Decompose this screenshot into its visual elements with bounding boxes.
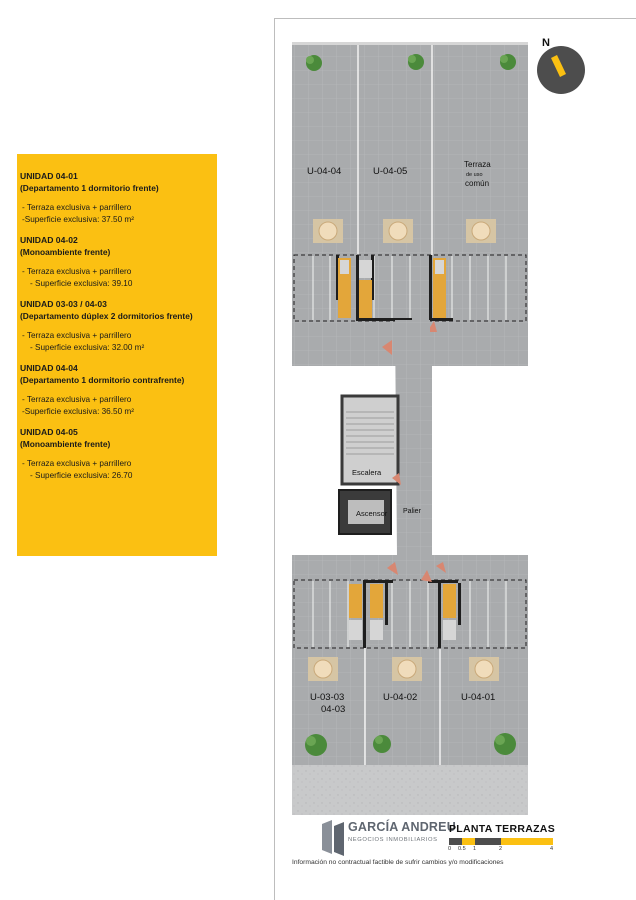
scale-tick-label: 1 [473, 846, 477, 852]
table-set [313, 219, 343, 243]
unit-feature: - Terraza exclusiva + parrillero [22, 395, 132, 404]
scale-tick-label: 4 [550, 846, 554, 852]
scale-tick-label: 0 [448, 846, 452, 852]
parapet [292, 42, 528, 45]
unit-title: UNIDAD 04-01 [20, 171, 78, 181]
label-palier: Palier [403, 508, 421, 515]
label-u-03-03: U-03-03 [310, 692, 345, 703]
label-u-04-04: U-04-04 [307, 166, 342, 177]
scale-tick-label: 0.5 [458, 846, 466, 852]
unit-subtitle: (Monoambiente frente) [20, 247, 111, 257]
bottom-table-sets [308, 657, 499, 681]
label-comun: común [465, 179, 490, 188]
label-u-04-02: U-04-02 [383, 692, 418, 703]
unit-surface: -Superficie exclusiva: 36.50 m² [22, 406, 134, 416]
label-terraza: Terraza [464, 160, 491, 169]
table-set [466, 219, 496, 243]
unit-subtitle: (Monoambiente frente) [20, 439, 111, 449]
scale-bar [449, 838, 553, 845]
brand-tagline: NEGOCIOS INMOBILIARIOS [348, 837, 438, 843]
unit-subtitle: (Departamento 1 dormitorio contrafrente) [20, 375, 185, 385]
unit-title: UNIDAD 04-04 [20, 363, 78, 373]
unit-title: UNIDAD 04-05 [20, 427, 78, 437]
unit-feature: - Terraza exclusiva + parrillero [22, 203, 132, 212]
front-garden [292, 765, 528, 815]
label-escalera: Escalera [352, 468, 382, 477]
label-04-03: 04-03 [321, 704, 346, 715]
unit-title: UNIDAD 04-02 [20, 235, 78, 245]
disclaimer-text: Información no contractual factible de sufrir cambios y/o modificaciones [292, 859, 504, 866]
label-u-04-05: U-04-05 [373, 166, 408, 177]
brand-name: GARCÍA ANDREU [348, 820, 456, 834]
table-set [383, 219, 413, 243]
table-set [392, 657, 422, 681]
top-table-sets [313, 219, 496, 243]
unit-surface: -Superficie exclusiva: 37.50 m² [22, 214, 134, 224]
label-ascensor: Ascensor [356, 509, 388, 518]
unit-subtitle: (Departamento 1 dormitorio frente) [20, 183, 159, 193]
table-set [469, 657, 499, 681]
unit-feature: - Terraza exclusiva + parrillero [22, 267, 132, 276]
label-u-04-01: U-04-01 [461, 692, 496, 703]
scale-tick-label: 2 [499, 846, 503, 852]
unit-feature: - Terraza exclusiva + parrillero [22, 459, 132, 468]
label-de-uso: de uso [466, 172, 483, 178]
unit-surface: - Superficie exclusiva: 39.10 [30, 278, 133, 288]
compass-north-label: N [542, 37, 550, 49]
unit-surface: - Superficie exclusiva: 32.00 m² [30, 342, 145, 352]
unit-subtitle: (Departamento dúplex 2 dormitorios frente) [20, 311, 193, 321]
plan-title: PLANTA TERRAZAS [449, 823, 555, 835]
compass-icon [537, 37, 585, 94]
unit-title: UNIDAD 03-03 / 04-03 [20, 299, 107, 309]
unit-feature: - Terraza exclusiva + parrillero [22, 331, 132, 340]
table-set [308, 657, 338, 681]
top-terrace-block [292, 42, 528, 366]
unit-surface: - Superficie exclusiva: 26.70 [30, 470, 133, 480]
